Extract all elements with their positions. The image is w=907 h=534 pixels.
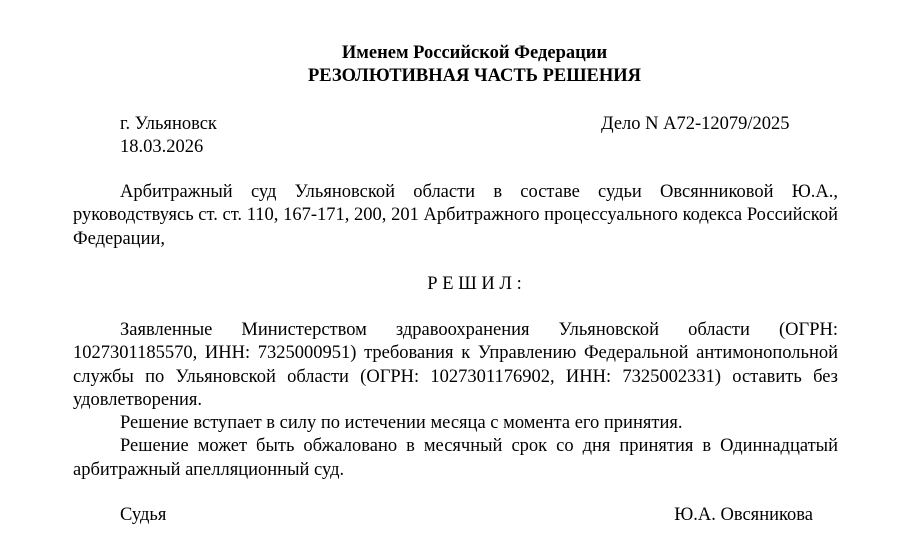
intro-paragraph (73, 181, 838, 251)
signature-name: Ю.А. Овсяникова (674, 505, 813, 525)
operative-paragraph-2: Решение вступает в силу по истечении месяца с момента его принятия. (120, 413, 683, 434)
document-title: РЕЗОЛЮТИВНАЯ ЧАСТЬ РЕШЕНИЯ (307, 66, 642, 86)
operative-paragraph-3: Решение может быть обжаловано в месячный срок со дня принятия в Одиннадцатый арбитражный апелляционный суд. (73, 436, 838, 480)
decided-heading: Р Е Ш И Л : (427, 274, 522, 294)
case-number: Дело N А72-12079/2025 (601, 114, 790, 134)
operative-part (73, 319, 838, 482)
header-line-1: Именем Российской Федерации (341, 43, 608, 63)
signature-role: Судья (120, 505, 167, 525)
intro-text: Арбитражный суд Ульяновской области в составе судьи Овсянниковой Ю.А., руководствуясь ст. ст. 110, 167-171, 200, 201 Арбитражного процессуального кодекса Российской Федерации, (73, 182, 838, 249)
decision-date: 18.03.2026 (120, 137, 204, 157)
operative-paragraph-1: Заявленные Министерством здравоохранения Ульяновской области (ОГРН: 1027301185570, ИНН: 7325000951) требования к Управлению Федеральной антимонопольной службы по Ульяновской области (ОГРН: 1027301176902, ИНН: 7325002331) оставить без удовлетворения. (73, 320, 838, 410)
city: г. Ульяновск (120, 114, 217, 134)
